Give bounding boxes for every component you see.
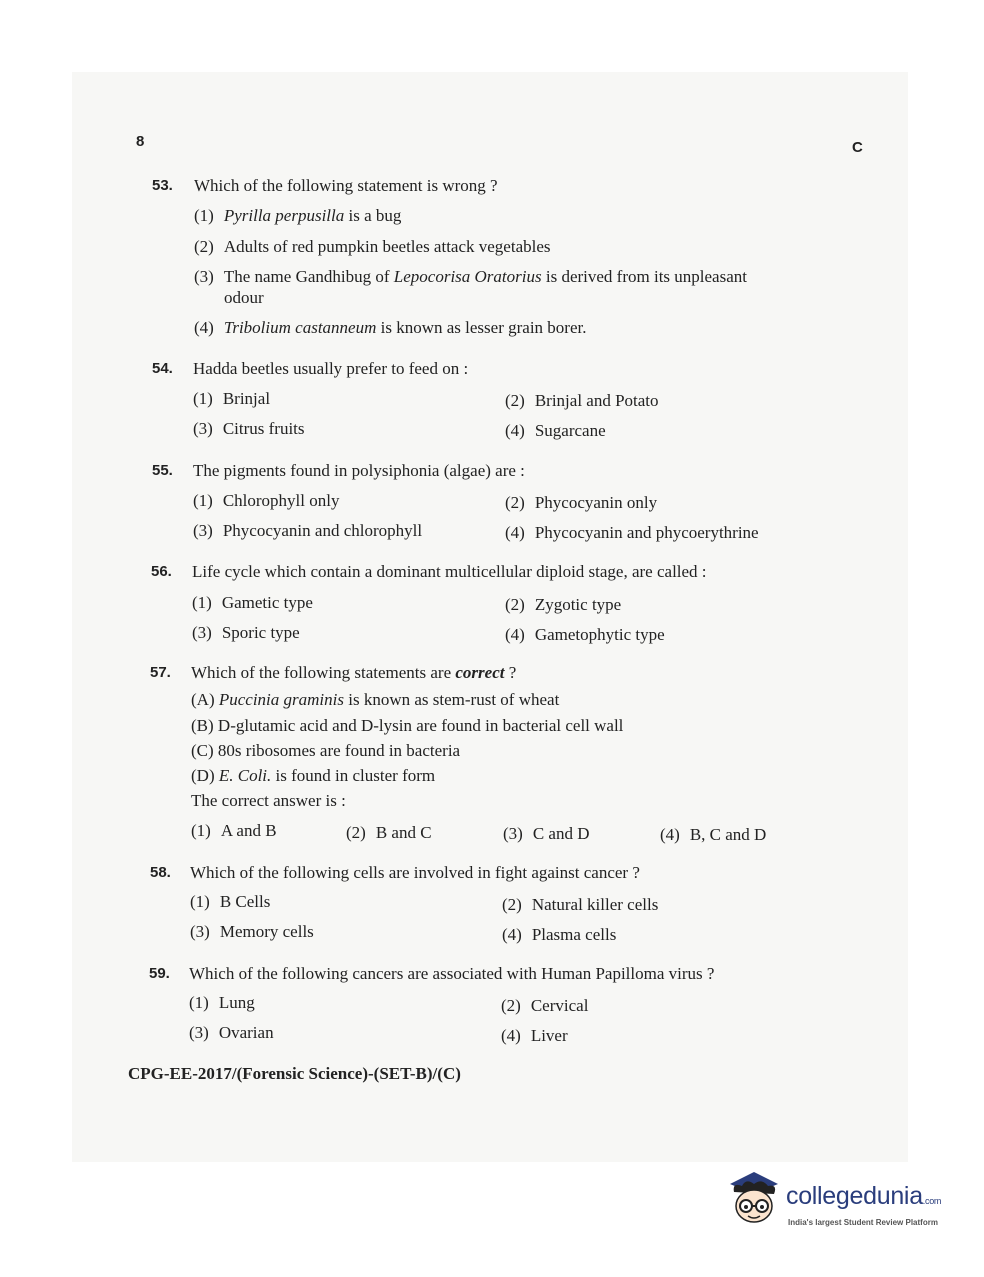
question-number: 59. (149, 965, 170, 982)
option: (2) B and C (346, 823, 432, 842)
option: (1) B Cells (190, 892, 271, 911)
question-text: Life cycle which contain a dominant multicellular diploid stage, are called : (192, 562, 707, 581)
question-number: 53. (152, 177, 173, 194)
option: (2) Natural killer cells (502, 895, 659, 914)
option: (4) Gametophytic type (505, 625, 665, 644)
option: (4) Phycocyanin and phycoerythrine (505, 523, 759, 542)
option: (1) Chlorophyll only (193, 491, 340, 510)
question-text: Which of the following cells are involved in fight against cancer ? (190, 863, 640, 882)
option: (3) Phycocyanin and chlorophyll (193, 521, 423, 540)
option: (3) The name Gandhibug of Lepocorisa Oratorius is derived from its unpleasant (194, 267, 747, 286)
option: (4) Tribolium castanneum is known as lesser grain borer. (194, 318, 587, 337)
option: (1) Brinjal (193, 389, 271, 408)
option: (1) A and B (191, 821, 277, 840)
option: (4) Liver (501, 1026, 568, 1045)
question-number: 57. (150, 664, 171, 681)
option: (3) Memory cells (190, 922, 314, 941)
option: (2) Adults of red pumpkin beetles attack vegetables (194, 237, 551, 256)
question-text: Which of the following statement is wrong ? (194, 176, 498, 195)
option: (3) Ovarian (189, 1023, 274, 1042)
statement: (B) D-glutamic acid and D-lysin are found in bacterial cell wall (191, 716, 624, 735)
option: (4) B, C and D (660, 825, 767, 844)
option: (2) Brinjal and Potato (505, 391, 659, 410)
question-text: Hadda beetles usually prefer to feed on : (193, 359, 469, 378)
question-number: 58. (150, 864, 171, 881)
option: (2) Zygotic type (505, 595, 622, 614)
option: (3) Citrus fruits (193, 419, 305, 438)
collegedunia-logo[interactable] (724, 1170, 960, 1234)
option: (1) Gametic type (192, 593, 313, 612)
option: (1) Lung (189, 993, 255, 1012)
exam-code-footer: CPG-EE-2017/(Forensic Science)-(SET-B)/(C) (128, 1064, 461, 1083)
option: (4) Sugarcane (505, 421, 606, 440)
page-number: 8 (136, 133, 145, 150)
option: (3) C and D (503, 824, 590, 843)
logo-tagline: India's largest Student Review Platform (788, 1218, 938, 1227)
statement: (A) Puccinia graminis is known as stem-rust of wheat (191, 690, 560, 709)
question-text: The pigments found in polysiphonia (algae) are : (193, 461, 525, 480)
question-text: Which of the following statements are correct ? (191, 663, 517, 682)
answer-prompt: The correct answer is : (191, 791, 346, 810)
option-continuation: odour (224, 288, 264, 307)
option: (2) Phycocyanin only (505, 493, 658, 512)
logo-wordmark: collegedunia.com (786, 1182, 942, 1210)
set-code: C (852, 139, 863, 156)
option: (2) Cervical (501, 996, 589, 1015)
option: (1) Pyrilla perpusilla is a bug (194, 206, 402, 225)
option: (4) Plasma cells (502, 925, 617, 944)
mascot-icon (724, 1170, 784, 1234)
question-text: Which of the following cancers are associated with Human Papilloma virus ? (189, 964, 715, 983)
question-number: 54. (152, 360, 173, 377)
option: (3) Sporic type (192, 623, 300, 642)
statement: (C) 80s ribosomes are found in bacteria (191, 741, 461, 760)
statement: (D) E. Coli. is found in cluster form (191, 766, 436, 785)
question-number: 55. (152, 462, 173, 479)
question-number: 56. (151, 563, 172, 580)
